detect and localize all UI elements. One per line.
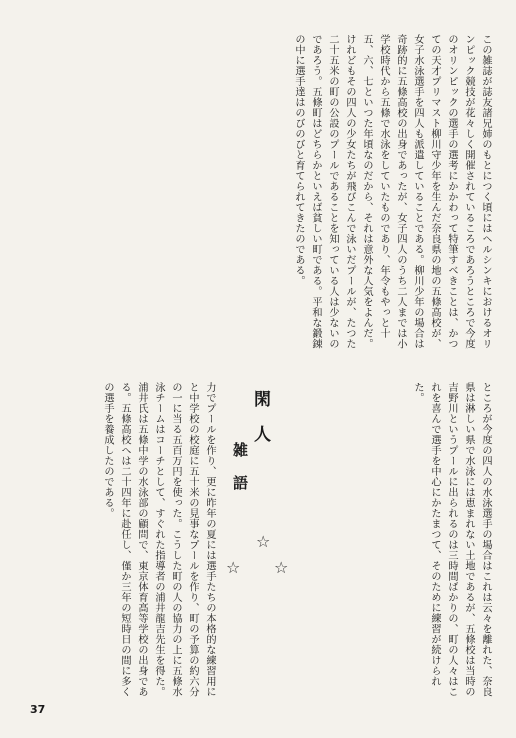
column-subtitle: 雑語 [231,442,249,508]
article-bottom-left: 力でプールを作り、更に昨年の夏には選手たちの本格的な練習用にと中学校の校庭に五十米の見事なプールを作り、町の予算の約六分の一に当る五百万円を使った。こうした町の人の協力の上に五條水泳チームはコーチとして、すぐれた指導者の浦井龍吉先生を得た。浦井氏は五條中学の水泳部の顧問で、東京体育高等学校の出身である。五條高校へは二十四年に赴任し、僅か三年の短時日の間に多くの選手を養成したのである。 [102,382,215,697]
column-heading-box [226,382,290,700]
article-top-block: この雑誌が誌友諸兄姉のもとにつく頃にはヘルシンキにおけるオリンピック競技が花々しく開催されているころであろうところで今度のオリンピックの選手の選考にかかわって特筆すべきことは、かつての天才プリマスト柳川守少年を生んだ奈良県の地の五條高校が、女子水泳選手を四人も派遣していることである。柳川少年の場合は奇跡的に五條高校の出身であったが、女子四人のうち二人までは小学校時代から五條で水泳をしていたものであり、年令もやっと十五、六、七といつた年頃なのだから、それは意外な人気をよんだ。けれどもその四人の少女たちが飛びこんで泳いだプールが、たつた二十五米の町の公設のプールであることを知っている人は少ないのであろう。五條町はどちらかといえば貧しい町である。平和な鍛錬の中に選手達はのびのびと育てられてきたのである。 [293,34,491,349]
article-bottom-right: ところが今度の四人の水泳選手の場合はこれは云々を離れた、奈良県は淋しい県で水泳には恵まれない土地であるが、五條校は当時の吉野川というプールに出られるのは三時間ばかりの、町の人々はこれを喜んで選手を中心にかたまつて、そのために練習が続けられた。 [412,382,491,697]
star-ornaments [226,532,290,652]
star-icon: ☆ [256,532,271,551]
star-icon: ☆ [274,558,289,577]
page-number: 37 [30,703,46,716]
star-icon: ☆ [226,558,241,577]
column-title: 閑人 [250,390,270,460]
